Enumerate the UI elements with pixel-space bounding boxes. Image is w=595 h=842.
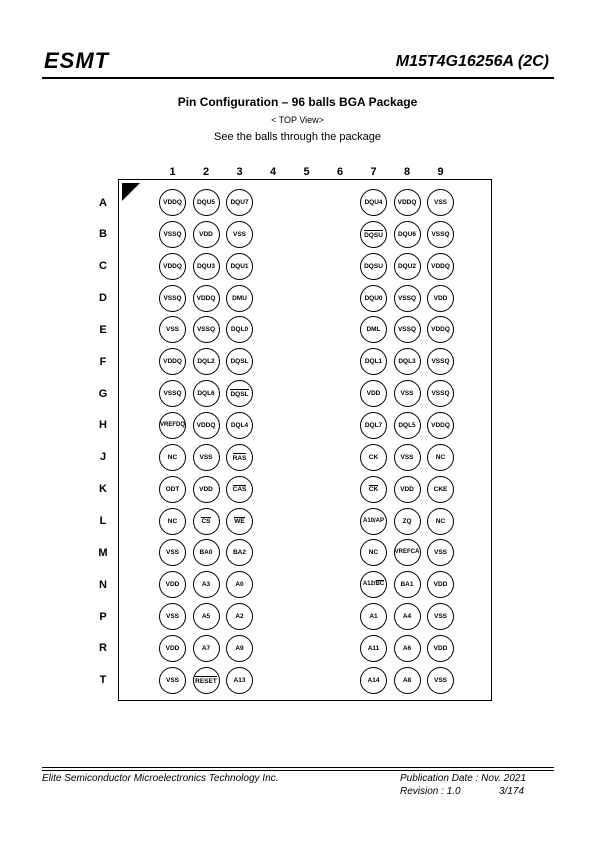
footer-company: Elite Semiconductor Microelectronics Technology Inc.	[42, 773, 279, 784]
ball-pin	[226, 285, 253, 312]
ball-pin	[226, 571, 253, 598]
ball-pin-label: A8	[402, 676, 412, 684]
ball-pin-label: VSS	[400, 390, 414, 398]
footer-page-number: 3/174	[499, 786, 525, 797]
ball-pin-label: CKE	[433, 485, 448, 493]
ball-pin-label: RESET	[195, 677, 217, 685]
ball-pin-label: BA2	[232, 549, 246, 557]
ball-pin	[394, 539, 421, 566]
ball-pin-label: VSSQ	[431, 358, 450, 366]
ball-pin	[193, 508, 220, 535]
ball-pin	[394, 667, 421, 694]
column-label: 1	[169, 166, 176, 178]
ball-pin-label: DQL3	[398, 358, 416, 366]
ball-pin	[193, 316, 220, 343]
ball-pin-label: CK	[368, 453, 379, 461]
ball-pin-label: VSSQ	[163, 390, 182, 398]
ball-pin-label: A6	[402, 644, 412, 652]
ball-pin-label: VREFCA	[394, 549, 420, 556]
ball-pin-label: VDDQ	[431, 262, 450, 270]
ball-pin	[226, 253, 253, 280]
column-label: 2	[202, 166, 210, 178]
row-label: A	[99, 196, 107, 209]
ball-pin	[159, 667, 186, 694]
ball-pin-label: BA1	[400, 581, 414, 589]
ball-pin	[360, 253, 387, 280]
view-subtitle: < TOP View>	[271, 115, 324, 125]
ball-pin-label: DQSL	[230, 358, 249, 366]
ball-pin	[427, 603, 454, 630]
ball-pin	[427, 476, 454, 503]
column-label: 8	[403, 166, 411, 178]
ball-pin	[159, 412, 186, 439]
ball-pin-label: VDDQ	[431, 421, 450, 429]
ball-pin	[193, 380, 220, 407]
ball-pin	[360, 635, 387, 662]
ball-pin-label: A3	[201, 581, 211, 589]
ball-pin-label: VDD	[199, 230, 213, 238]
ball-pin-label: NC	[167, 453, 178, 461]
ball-pin	[394, 635, 421, 662]
ball-pin-label: DMU	[232, 294, 247, 302]
ball-pin	[193, 412, 220, 439]
ball-pin-label: VDDQ	[431, 326, 450, 334]
ball-pin-label: DQU7	[230, 199, 249, 206]
ball-pin	[193, 348, 220, 375]
row-label: L	[99, 515, 107, 527]
ball-pin	[394, 253, 421, 280]
ball-pin-label: VREFDQ	[160, 421, 186, 428]
ball-pin	[394, 348, 421, 375]
ball-pin	[360, 508, 387, 535]
ball-pin-label: VSSQ	[163, 294, 182, 302]
column-label: 5	[303, 166, 310, 178]
ball-pin	[427, 635, 454, 662]
ball-pin-label: VSSQ	[431, 230, 450, 238]
ball-pin	[159, 253, 186, 280]
company-logo: ESMT	[44, 48, 110, 73]
ball-pin-label: VSS	[433, 199, 447, 206]
ball-pin	[193, 476, 220, 503]
ball-pin-label: VDD	[433, 294, 448, 302]
ball-pin-label: A12/BC	[362, 581, 385, 588]
ball-pin-label: VSS	[165, 613, 179, 621]
ball-pin-label: VDD	[400, 485, 414, 493]
ball-pin-label: DQU1	[230, 262, 249, 270]
ball-pin	[394, 189, 421, 216]
ball-pin-label: A13	[233, 676, 246, 684]
ball-pin	[226, 412, 253, 439]
ball-pin-label: VSSQ	[196, 326, 216, 334]
row-label: F	[99, 355, 107, 368]
ball-pin-label: DQU5	[196, 199, 216, 206]
ball-pin-label: VSS	[199, 453, 213, 461]
ball-pin-label: VSS	[165, 676, 179, 684]
ball-pin-label: VSS	[165, 549, 179, 557]
ball-pin-label: VSSQ	[431, 390, 450, 398]
ball-pin	[226, 635, 253, 662]
row-label: N	[99, 578, 107, 591]
ball-pin-label: DQL7	[364, 421, 383, 429]
ball-pin-label: DQU4	[364, 199, 383, 206]
footer-rule-top	[42, 767, 554, 768]
ball-pin-label: VDDQ	[397, 199, 417, 206]
ball-pin-label: NC	[167, 517, 178, 525]
view-note: See the balls through the package	[214, 131, 381, 143]
ball-pin	[427, 253, 454, 280]
ball-pin	[193, 221, 220, 248]
ball-pin	[394, 285, 421, 312]
ball-pin	[159, 635, 186, 662]
ball-pin-label: DQSU	[364, 231, 383, 239]
header-rule	[42, 77, 554, 79]
ball-pin	[159, 285, 186, 312]
ball-pin	[193, 667, 220, 694]
ball-pin	[360, 603, 387, 630]
ball-pin	[394, 476, 421, 503]
ball-pin-label: VDD	[165, 581, 180, 589]
ball-pin	[427, 221, 454, 248]
ball-pin	[193, 539, 220, 566]
ball-pin	[360, 667, 387, 694]
ball-pin	[193, 189, 220, 216]
row-label: G	[98, 387, 108, 400]
ball-pin	[159, 221, 186, 248]
row-label: B	[99, 228, 107, 241]
ball-pin	[193, 603, 220, 630]
ball-pin	[159, 603, 186, 630]
ball-pin	[193, 285, 220, 312]
ball-pin	[360, 476, 387, 503]
ball-pin-label: VDD	[433, 644, 448, 652]
row-label: E	[99, 323, 107, 336]
row-label: M	[98, 546, 108, 559]
ball-pin	[159, 189, 186, 216]
ball-pin-label: NC	[368, 549, 379, 557]
row-label: H	[99, 419, 107, 432]
ball-pin-label: VSSQ	[397, 326, 417, 334]
ball-pin-label: VDDQ	[163, 199, 182, 206]
ball-pin	[360, 380, 387, 407]
ball-pin	[394, 603, 421, 630]
ball-pin	[427, 285, 454, 312]
ball-pin-label: VDDQ	[196, 294, 216, 302]
ball-pin	[159, 508, 186, 535]
ball-pin	[427, 412, 454, 439]
ball-pin-label: DQU0	[364, 294, 383, 302]
ball-pin	[226, 667, 253, 694]
ball-pin	[427, 444, 454, 471]
ball-pin	[394, 508, 421, 535]
ball-pin-label: CK	[368, 486, 379, 494]
ball-pin	[226, 476, 253, 503]
ball-pin-label: DQSU	[364, 262, 383, 270]
ball-pin-label: CAS	[232, 486, 247, 494]
ball-pin	[427, 380, 454, 407]
column-label: 3	[236, 166, 243, 178]
ball-pin-label: ZQ	[402, 517, 412, 525]
ball-pin-label: VDDQ	[163, 262, 182, 270]
column-label: 9	[437, 166, 444, 178]
column-label: 7	[370, 166, 377, 178]
ball-pin-label: VDDQ	[163, 358, 182, 366]
ball-pin	[159, 444, 186, 471]
ball-pin	[394, 316, 421, 343]
ball-pin-label: NC	[435, 517, 446, 525]
ball-pin	[394, 412, 421, 439]
ball-pin-label: A7	[201, 644, 211, 652]
ball-pin-label: VSS	[433, 613, 447, 621]
ball-pin	[193, 444, 220, 471]
ball-pin-label: VSSQ	[397, 294, 417, 302]
ball-pin-label: VSS	[400, 453, 414, 461]
ball-pin	[159, 380, 186, 407]
ball-pin	[427, 667, 454, 694]
footer-publication-date: Publication Date : Nov. 2021	[400, 773, 527, 784]
ball-pin-label: VDD	[165, 644, 180, 652]
ball-pin-label: A5	[201, 613, 211, 621]
ball-pin-label: DQU2	[397, 262, 417, 270]
ball-pin-label: VSS	[433, 676, 447, 684]
ball-pin	[394, 380, 421, 407]
ball-pin-label: A11	[367, 644, 380, 652]
ball-pin-label: DML	[366, 326, 381, 334]
ball-pin	[226, 380, 253, 407]
ball-pin	[159, 571, 186, 598]
footer-rule-bottom	[42, 770, 554, 771]
ball-pin-label: DQU3	[196, 262, 216, 270]
row-label: J	[99, 451, 107, 464]
ball-pin	[360, 444, 387, 471]
ball-pin	[193, 253, 220, 280]
column-label: 6	[336, 166, 344, 178]
ball-pin	[226, 603, 253, 630]
ball-pin	[193, 635, 220, 662]
ball-pin	[427, 189, 454, 216]
ball-pin	[226, 444, 253, 471]
ball-pin-label: RAS	[232, 454, 247, 462]
ball-pin	[360, 412, 387, 439]
footer-revision: Revision : 1.0	[400, 786, 461, 797]
ball-pin-label: DQU6	[397, 230, 417, 238]
ball-pin-label: VDDQ	[196, 421, 216, 429]
ball-pin-label: A9	[235, 644, 244, 652]
ball-pin-label: A4	[402, 613, 412, 621]
column-label: 4	[269, 166, 277, 178]
ball-pin	[226, 221, 253, 248]
ball-pin-label: NC	[435, 453, 446, 461]
ball-pin-label: A14	[367, 676, 380, 684]
ball-pin-label: DQL0	[230, 326, 249, 334]
ball-pin-label: A2	[235, 613, 244, 621]
ball-pin-label: VDD	[199, 485, 213, 493]
ball-pin-label: DQL4	[230, 421, 249, 429]
row-label: R	[99, 642, 107, 655]
ball-pin-label: ODT	[165, 485, 180, 493]
row-label: K	[99, 483, 107, 496]
ball-pin-label: VSS	[232, 230, 246, 238]
ball-pin-label: CS	[201, 518, 211, 526]
ball-pin-label: A1	[369, 613, 378, 621]
ball-pin-label: DQL1	[364, 358, 383, 366]
pin1-marker-icon	[122, 183, 140, 201]
ball-pin-label: A0	[235, 581, 244, 589]
ball-pin	[226, 508, 253, 535]
ball-pin	[360, 285, 387, 312]
page-title: Pin Configuration – 96 balls BGA Package	[177, 95, 418, 109]
part-number: M15T4G16256A (2C)	[395, 53, 549, 70]
ball-pin-label: BA0	[199, 549, 213, 557]
row-label: C	[99, 260, 107, 273]
ball-pin	[360, 189, 387, 216]
ball-pin-label: DQL6	[197, 390, 215, 398]
ball-pin	[193, 571, 220, 598]
ball-pin	[427, 571, 454, 598]
row-label: D	[99, 292, 107, 305]
ball-pin-label: VSSQ	[163, 230, 182, 238]
ball-pin	[226, 189, 253, 216]
ball-pin	[427, 508, 454, 535]
ball-pin-label: DQL5	[398, 421, 416, 429]
ball-pin-label: WE	[234, 518, 245, 526]
row-label: P	[99, 610, 107, 623]
ball-pin-label: VDD	[433, 581, 448, 589]
row-label: T	[99, 674, 107, 687]
ball-pin	[394, 444, 421, 471]
ball-pin	[159, 476, 186, 503]
ball-pin	[360, 221, 387, 248]
ball-pin-label: A10/AP	[362, 517, 384, 524]
ball-pin	[394, 571, 421, 598]
ball-pin-label: VSS	[165, 326, 179, 334]
ball-pin-label: DQSL	[230, 390, 249, 398]
ball-pin-label: DQL2	[197, 358, 215, 366]
ball-pin	[394, 221, 421, 248]
ball-pin-label: VDD	[366, 390, 381, 398]
ball-pin-label: VSS	[433, 549, 447, 557]
ball-pin	[360, 571, 387, 598]
